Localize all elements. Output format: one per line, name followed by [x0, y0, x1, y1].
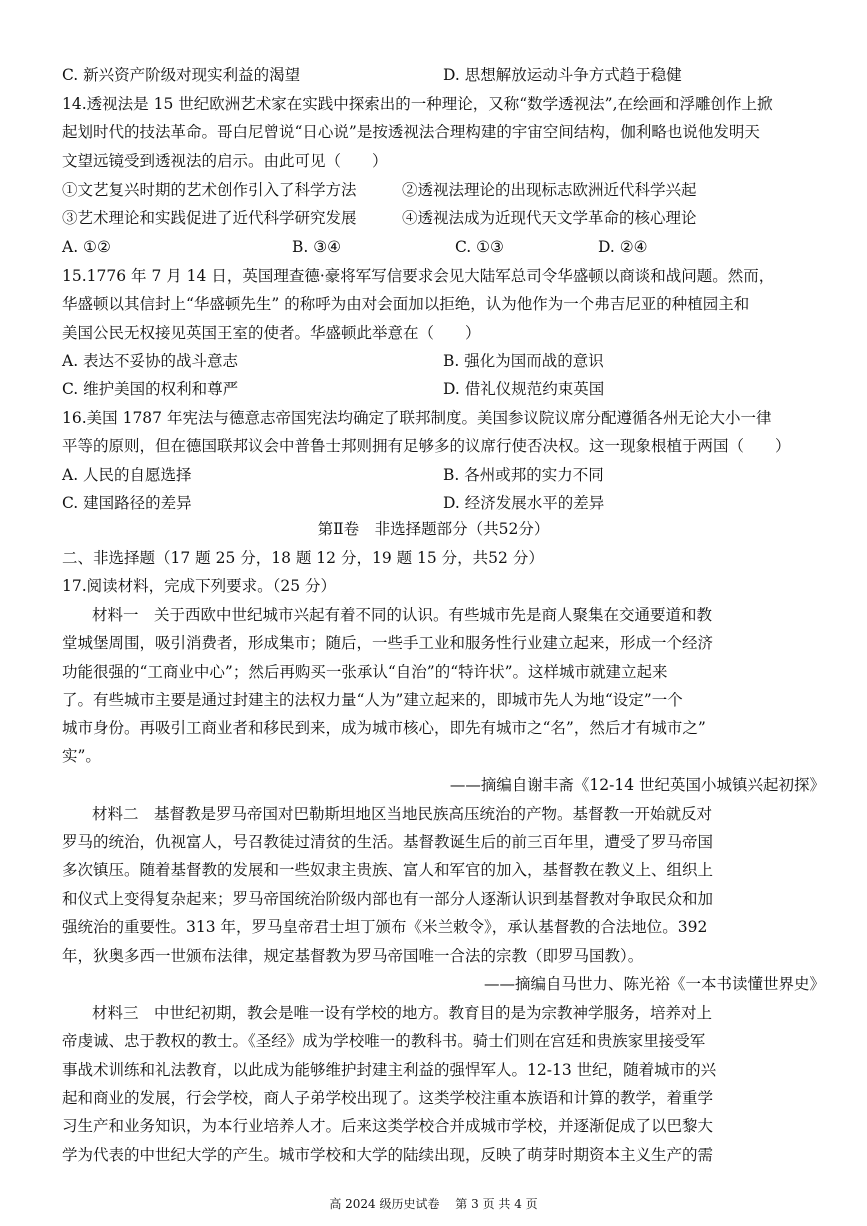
- section-title: 第Ⅱ卷 非选择题部分（共52分）: [317, 520, 550, 538]
- material-1-source: ——摘编自谢丰斋《12-14 世纪英国小城镇兴起初探》: [449, 776, 825, 794]
- material-1-line: 功能很强的“工商业中心”；然后再购买一张承认“自治”的“特许状”。这样城市就建立起来: [62, 663, 668, 681]
- section-subtitle: 二、非选择题（17 题 25 分，18 题 12 分，19 题 15 分，共52 分）: [62, 549, 544, 567]
- q14-stem-line: 文望远镜受到透视法的启示。由此可见（ ）: [62, 152, 388, 170]
- material-2-line: 多次镇压。随着基督教的发展和一些奴隶主贵族、富人和军官的加入，基督教在教义上、组织上: [62, 861, 714, 879]
- material-3-line: 事战术训练和礼法教育，以此成为能够维护封建主利益的强悍军人。12-13 世纪，随着城市的兴: [62, 1061, 717, 1079]
- q13-option-d: D. 思想解放运动斗争方式趋于稳健: [443, 66, 682, 84]
- q14-stem-line: 14.透视法是 15 世纪欧洲艺术家在实践中探索出的一种理论，又称“数学透视法”,在绘画和浮雕创作上掀: [62, 95, 773, 113]
- q14-item-3: ③艺术理论和实践促进了近代科学研究发展: [62, 209, 357, 227]
- q13-option-c: C. 新兴资产阶级对现实利益的渴望: [62, 66, 301, 84]
- q15-stem-line: 15.1776 年 7 月 14 日，英国理查德·豪将军写信要求会见大陆军总司令华盛顿以商谈和战问题。然而，: [62, 267, 775, 285]
- q16-option-c: C. 建国路径的差异: [62, 494, 192, 512]
- q14-item-1: ①文艺复兴时期的艺术创作引入了科学方法: [62, 181, 357, 199]
- q17-title: 17.阅读材料，完成下列要求。（25 分）: [62, 577, 337, 595]
- q15-stem-line: 华盛顿以其信封上“华盛顿先生” 的称呼为由对会面加以拒绝，认为他作为一个弗吉尼亚的种植园主和: [62, 295, 750, 313]
- material-1-line: 材料一 关于西欧中世纪城市兴起有着不同的认识。有些城市先是商人聚集在交通要道和教: [92, 606, 713, 624]
- q16-option-a: A. 人民的自愿选择: [62, 466, 192, 484]
- q15-option-a: A. 表达不妥协的战斗意志: [62, 352, 239, 370]
- q14-option-d: D. ②④: [598, 238, 648, 256]
- material-1-line: 实”。: [62, 747, 101, 765]
- q15-stem-line: 美国公民无权接见英国王室的使者。华盛顿此举意在（ ）: [62, 324, 481, 342]
- q14-item-4: ④透视法成为近现代天文学革命的核心理论: [402, 209, 697, 227]
- material-3-line: 起和商业的发展，行会学校，商人子弟学校出现了。这类学校注重本族语和计算的教学，着重学: [62, 1089, 714, 1107]
- q16-option-b: B. 各州或邦的实力不同: [443, 466, 604, 484]
- q14-item-2: ②透视法理论的出现标志欧洲近代科学兴起: [402, 181, 697, 199]
- page-footer: 高 2024 级历史试卷 第 3 页 共 4 页: [329, 1197, 538, 1211]
- material-2-line: 和仪式上变得复杂起来；罗马帝国统治阶级内部也有一部分人逐渐认识到基督教对争取民众和加: [62, 890, 714, 908]
- material-2-source: ——摘编自马世力、陈光裕《一本书读懂世界史》: [483, 975, 825, 993]
- q15-option-c: C. 维护美国的权利和尊严: [62, 380, 239, 398]
- material-2-line: 强统治的重要性。313 年，罗马皇帝君士坦丁颁布《米兰敕令》，承认基督教的合法地位。392: [62, 918, 708, 936]
- q14-option-b: B. ③④: [292, 238, 342, 256]
- q16-option-d: D. 经济发展水平的差异: [443, 494, 605, 512]
- q14-option-c: C. ①③: [455, 238, 504, 256]
- q14-stem-line: 起划时代的技法革命。哥白尼曾说“日心说”是按透视法合理构建的宇宙空间结构，伽利略也说他发明天: [62, 123, 760, 141]
- material-1-line: 堂城堡周围，吸引消费者，形成集市；随后，一些手工业和服务性行业建立起来，形成一个经济: [62, 634, 714, 652]
- material-1-line: 城市身份。再吸引工商业者和移民到来，成为城市核心，即先有城市之“名”，然后才有城市之”: [62, 719, 706, 737]
- q16-stem-line: 16.美国 1787 年宪法与德意志帝国宪法均确定了联邦制度。美国参议院议席分配遵循各州无论大小一律: [62, 409, 772, 427]
- q14-option-a: A. ①②: [62, 238, 111, 256]
- material-2-line: 罗马的统治，仇视富人，号召教徒过清贫的生活。基督教诞生后的前三百年里，遭受了罗马帝国: [62, 833, 714, 851]
- material-2-line: 年，狄奥多西一世颁布法律，规定基督教为罗马帝国唯一合法的宗教（即罗马国教）。: [62, 947, 644, 965]
- q16-stem-line: 平等的原则，但在德国联邦议会中普鲁士邦则拥有足够多的议席行使否决权。这一现象根植于两国（ ）: [62, 437, 791, 455]
- q15-option-d: D. 借礼仪规范约束英国: [443, 380, 605, 398]
- material-2-line: 材料二 基督教是罗马帝国对巴勒斯坦地区当地民族高压统治的产物。基督教一开始就反对: [92, 805, 713, 823]
- material-3-line: 帝虔诚、忠于教权的教士。《圣经》成为学校唯一的教科书。骑士们则在宫廷和贵族家里接受军: [62, 1032, 706, 1050]
- q15-option-b: B. 强化为国而战的意识: [443, 352, 604, 370]
- material-1-line: 了。有些城市主要是通过封建主的法权力量“人为”建立起来的，即城市先人为地“设定”一个: [62, 691, 683, 709]
- material-3-line: 习生产和业务知识，为本行业培养人才。后来这类学校合并成城市学校，并逐渐促成了以巴黎大: [62, 1117, 714, 1135]
- material-3-line: 学为代表的中世纪大学的产生。城市学校和大学的陆续出现，反映了萌芽时期资本主义生产的需: [62, 1146, 714, 1164]
- material-3-line: 材料三 中世纪初期，教会是唯一设有学校的地方。教育目的是为宗教神学服务，培养对上: [92, 1004, 713, 1022]
